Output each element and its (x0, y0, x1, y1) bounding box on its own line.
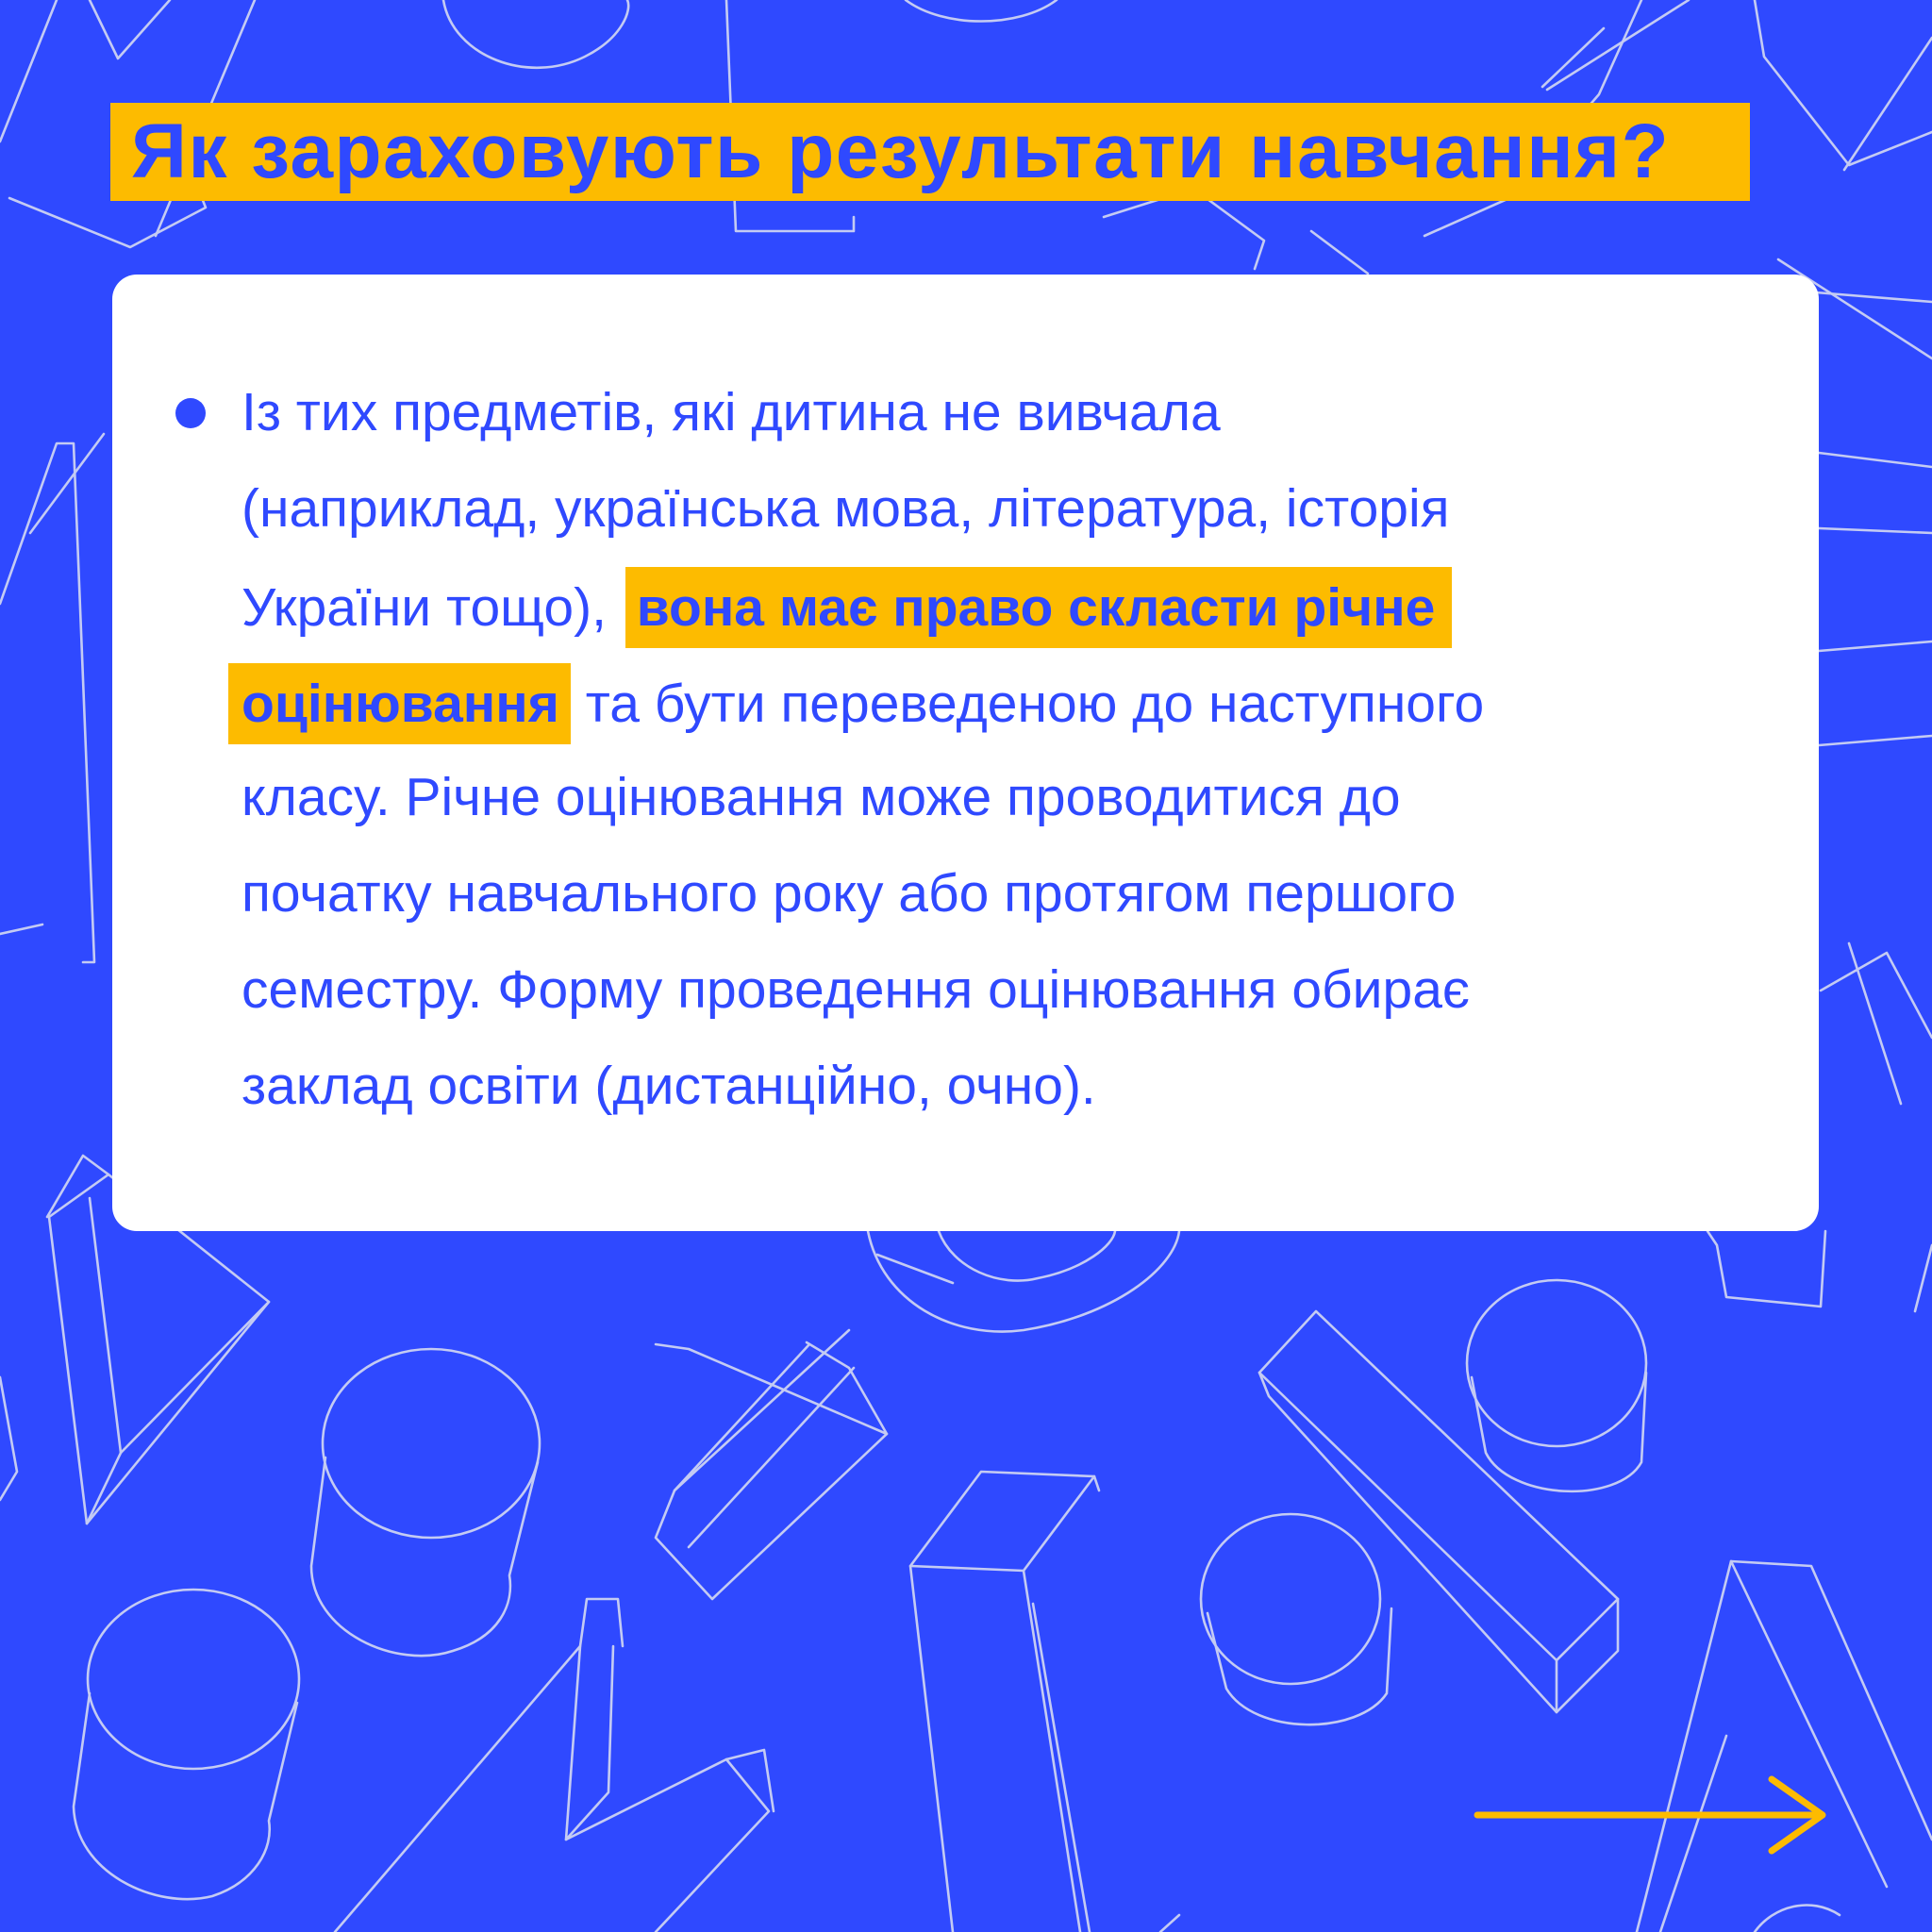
bg-shape (0, 443, 94, 962)
bg-shape (1819, 736, 1932, 745)
highlight-phrase-2: оцінювання (228, 663, 571, 744)
bg-shape (90, 1198, 121, 1453)
bg-shape (1311, 231, 1368, 274)
bg-shape (0, 1377, 17, 1500)
body-line-4-text: та бути переведеною до наступного (585, 674, 1485, 734)
bg-shape (1915, 1245, 1932, 1311)
bg-shape (1472, 1373, 1646, 1491)
bg-shape (910, 1472, 1094, 1571)
page-title-banner (110, 103, 1750, 201)
bg-shape (311, 1457, 538, 1656)
bg-shape (906, 0, 1057, 22)
highlight-phrase-1: вона має право скласти річне (625, 567, 1453, 648)
body-line-2: (наприклад, українська мова, література, історія (242, 478, 1450, 539)
bg-shape (1755, 1906, 1840, 1932)
body-line-3 (242, 567, 1452, 642)
bg-shape (807, 1342, 887, 1434)
bg-shape (939, 1231, 1115, 1281)
bg-shape (0, 0, 57, 142)
body-line-4 (242, 663, 1484, 739)
bg-shape (323, 1349, 540, 1538)
bg-shape (1467, 1280, 1646, 1446)
bg-shape (1819, 453, 1932, 467)
bg-shape (1637, 1561, 1887, 1932)
bg-shape (443, 0, 628, 68)
arrow-right-icon[interactable] (1472, 1775, 1830, 1855)
bg-shape (90, 0, 170, 58)
body-line-8: заклад освіти (дистанційно, очно). (242, 1056, 1096, 1116)
bg-shape (1819, 641, 1932, 651)
page-title: Як зараховують результати навчання? (131, 108, 1671, 194)
bg-shape (1201, 1514, 1380, 1684)
bg-shape (1160, 1915, 1179, 1932)
body-line-6: початку навчального року або протягом першого (242, 863, 1457, 924)
bg-shape (1849, 943, 1901, 1104)
bg-shape (910, 1566, 1080, 1932)
bg-shape (1755, 0, 1932, 165)
bg-shape (74, 1693, 297, 1899)
body-line-7: семестру. Форму проведення оцінювання обирає (242, 959, 1471, 1020)
bg-shape (88, 1590, 299, 1769)
body-line-1: Із тих предметів, які дитина не вивчала (242, 382, 1221, 442)
bullet-dot-icon (175, 398, 206, 428)
bg-shape (1816, 292, 1932, 302)
bg-shape (726, 1750, 774, 1811)
bg-shape (1819, 528, 1932, 533)
body-line-5: класу. Річне оцінювання може проводитися до (242, 767, 1401, 827)
bg-shape (335, 1646, 769, 1932)
bg-shape (1542, 0, 1689, 90)
body-line-3-text: України тощо), (242, 577, 607, 638)
bg-shape (675, 1344, 854, 1547)
bg-shape (1707, 1231, 1825, 1307)
bg-shape (0, 924, 42, 934)
bg-shape (47, 1156, 108, 1217)
bg-shape (1259, 1311, 1618, 1660)
